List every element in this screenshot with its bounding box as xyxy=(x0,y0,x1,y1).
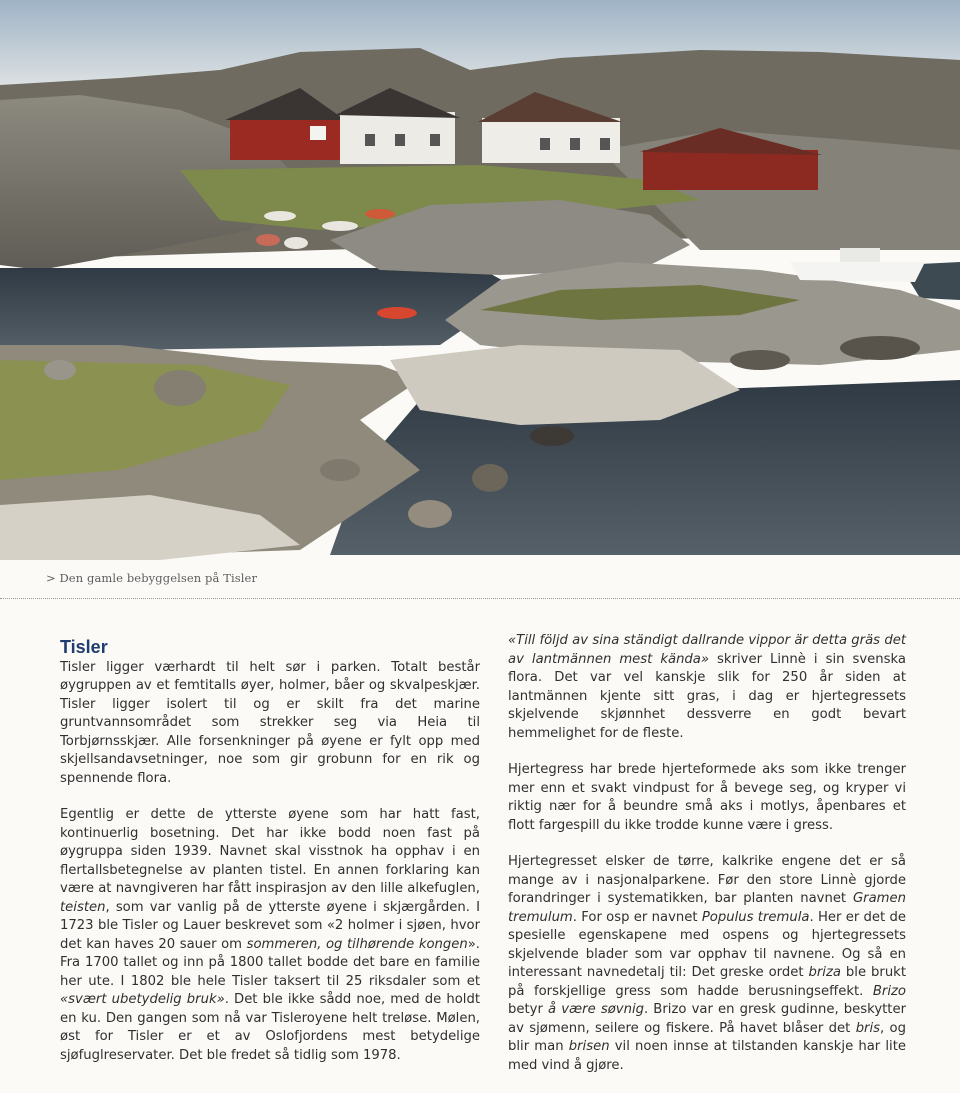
left-paragraph-2: Egentlig er dette de ytterste øyene som har hatt fast, kontinuerlig bosetning. Det har ikke bodd noen fast på øygruppa siden 1939. Navnet skal visstnok ha opphav i en flertallsbetegnelse av planten tistel. En annen forklaring kan være at navngiveren har fått inspirasjon av den lille alkefuglen, teisten, som var vanlig på de ytterste øyene i skjærgården. I 1723 ble Tisler og Lauer beskrevet som «2 holmer i sjøen, hvor det kan haves 20 sauer om sommeren, og tilhørende kongen». Fra 1700 tallet og inn på 1800 tallet bodde det bare en familie her ute. I 1802 ble hele Tisler taksert til 25 riksdaler som et «svært ubetydelig bruk». Det ble ikke sådd noe, med de holdt en ku. Den gangen som nå var Tisleroyene helt treløse. Mølen, øst for Tisler er et av Oslofjordens mest betydelige sjøfuglreservater. Det ble fredet så tidlig som 1978. xyxy=(60,807,480,1063)
left-column xyxy=(60,628,480,1083)
right-paragraph-3: Hjertegresset elsker de tørre, kalkrike engene det er så mange av i nasjonalparkene. Før den store Linnè gjorde forandringer i systematikken, bar planten navnet Gramen tremulum. For osp er navnet Populus tremula. Her er det de spesielle egenskapene med ospens og hjertegressets skjelvende blader som var opphav til navnene. Og så en interessant navnedetalj til: Det greske ordet briza ble brukt på forskjellige gress som hadde berusningseffekt. Brizo betyr å være søvnig. Brizo var en gresk gudinne, beskytter av sjømenn, seilere og fiskere. På havet blåser det bris, og blir man brisen vil noen innse at tilstanden kanskje har lite med vind å gjøre. xyxy=(508,854,906,1073)
right-paragraph-2: Hjertegress har brede hjerteformede aks som ikke trenger mer enn et svakt vindpust for å bevege seg, og kryper vi riktig nær for å beundre små aks i motlys, åpenbares et flott fargespill du ikke trodde kunne være i gress. xyxy=(508,762,906,833)
article-heading: Tisler xyxy=(60,637,108,657)
red-dinghy xyxy=(377,307,417,319)
photo-caption: > Den gamle bebyggelsen på Tisler xyxy=(46,571,258,585)
motorboat xyxy=(790,248,925,282)
right-column xyxy=(508,632,906,1093)
dotted-divider xyxy=(0,598,960,599)
right-paragraph-1: «Till följd av sina ständigt dallrande vippor är detta gräs det av lantmännen mest kända» skriver Linnè i sin svenska flora. Det var vel kanskje slik for 250 år siden at lantmännen kjente sitt gras, i dag er hjertegressets skjelvende skjønnhet dessverre en godt bevart hemmelighet for de fleste. xyxy=(508,633,906,741)
left-paragraph-1: Tisler ligger værhardt til helt sør i parken. Totalt består øygruppen av et femtitalls øyer, holmer, båer og skvalpeskjær. Tisler ligger isolert til og er skilt fra det marine gruntvannsområdet som strekker seg via Heia til Torbjørnsskjær. Alle forsenkninger på øyene er fylt opp med skjellsandavsetninger, noe som gir grobunn for en rik og spennende flora. xyxy=(60,659,480,786)
